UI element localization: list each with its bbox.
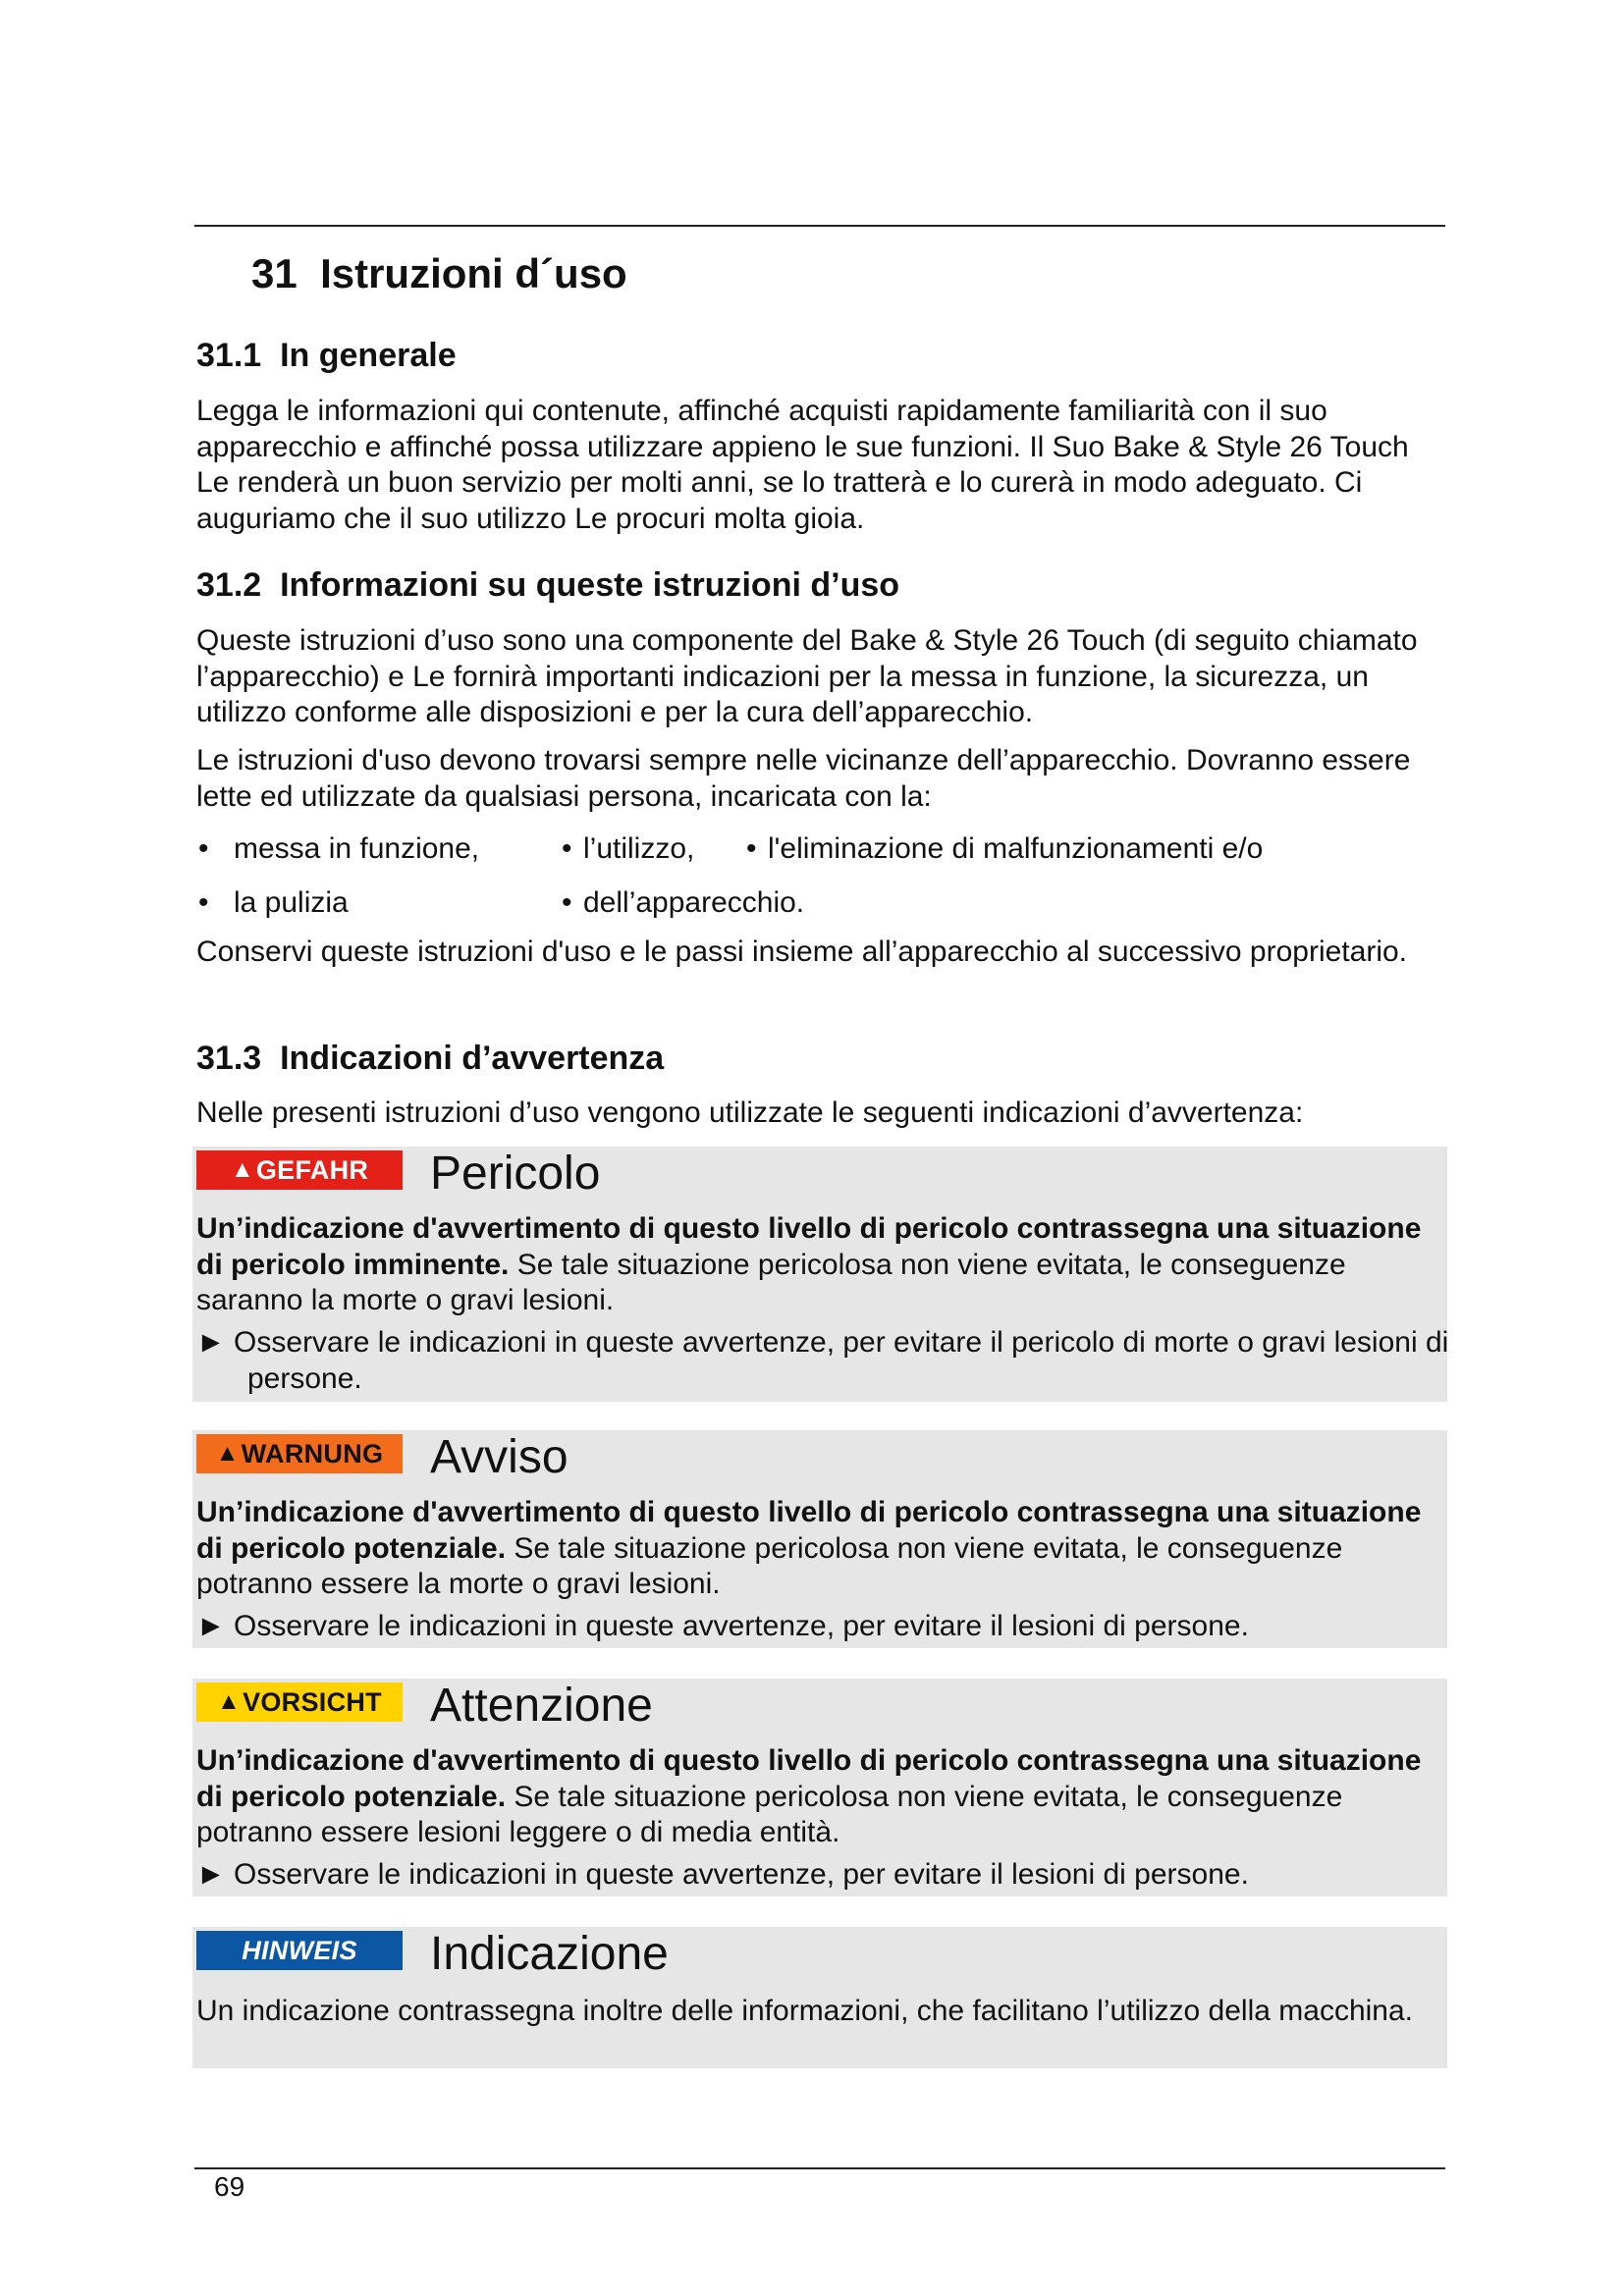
box-description: Un indicazione contrassegna inoltre delle informazioni, che facilitano l’utilizzo della macchina.	[196, 1995, 1413, 2027]
warning-badge	[196, 1434, 403, 1473]
arrow-icon: ►	[196, 1610, 226, 1642]
warning-triangle-icon: ▲	[215, 1440, 240, 1467]
box-action-text: Osservare le indicazioni in queste avvertenze, per evitare il pericolo di morte o gravi lesioni di persone.	[234, 1326, 1449, 1395]
section-heading-general	[196, 337, 457, 375]
bullet-icon: •	[562, 886, 572, 919]
page-number: 69	[214, 2171, 245, 2202]
section-number: 31.1	[196, 337, 262, 374]
bullet-item: dell’apparecchio.	[583, 886, 805, 919]
box-title: Attenzione	[430, 1680, 653, 1732]
section-title: Informazioni su queste istruzioni d’uso	[280, 566, 900, 604]
danger-box	[192, 1147, 1447, 1402]
section-number: 31.3	[196, 1040, 262, 1077]
top-rule	[194, 225, 1445, 227]
box-description-bold: Un’indicazione d'avvertimento di questo livello di pericolo contrassegna una situazione di pericolo potenziale.	[196, 1496, 1422, 1565]
box-action-text: Osservare le indicazioni in queste avvertenze, per evitare il lesioni di persone.	[234, 1858, 1249, 1891]
box-description-bold: Un’indicazione d'avvertimento di questo livello di pericolo contrassegna una situazione di pericolo potenziale.	[196, 1744, 1422, 1813]
box-description	[196, 1211, 1424, 1319]
chapter-heading	[251, 250, 627, 297]
box-action	[196, 1857, 1475, 1894]
arrow-icon: ►	[196, 1858, 226, 1891]
caution-box	[192, 1679, 1447, 1896]
box-title: Indicazione	[430, 1928, 669, 1980]
danger-badge	[196, 1150, 403, 1190]
section-heading-about	[196, 566, 899, 605]
badge-label: WARNUNG	[241, 1438, 384, 1468]
bullet-icon: •	[198, 832, 209, 865]
warning-triangle-icon: ▲	[217, 1688, 242, 1715]
box-action	[196, 1609, 1475, 1645]
warning-box	[192, 1430, 1447, 1648]
bottom-rule	[194, 2167, 1445, 2169]
bullet-row-2	[196, 885, 1424, 925]
box-action-text: Osservare le indicazioni in queste avvertenze, per evitare il lesioni di persone.	[234, 1610, 1249, 1642]
about-paragraph-1: Queste istruzioni d’uso sono una componente del Bake & Style 26 Touch (di seguito chiamato l’apparecchio) e Le fornirà importanti indicazioni per la messa in funzione, la sicurezza, un utilizzo conforme alle disposizioni e per la cura dell’apparecchio.	[196, 624, 1418, 728]
box-title: Avviso	[430, 1431, 568, 1483]
bullet-icon: •	[746, 832, 757, 865]
box-action	[196, 1325, 1475, 1397]
box-description-rest: Se tale situazione pericolosa non viene evitata, le conseguenze saranno la morte o gravi lesioni.	[196, 1248, 1346, 1316]
warnings-intro: Nelle presenti istruzioni d’uso vengono utilizzate le seguenti indicazioni d’avvertenza:	[196, 1096, 1304, 1129]
section-heading-warnings	[196, 1040, 664, 1078]
bullet-item: la pulizia	[234, 886, 349, 919]
notice-badge: HINWEIS	[196, 1931, 403, 1970]
about-paragraph-2: Le istruzioni d'uso devono trovarsi sempre nelle vicinanze dell’apparecchio. Dovranno essere lette ed utilizzate da qualsiasi persona, incaricata con la:	[196, 744, 1411, 813]
about-paragraph-3: Conservi queste istruzioni d'uso e le passi insieme all’apparecchio al successivo proprietario.	[196, 935, 1408, 968]
general-paragraph: Legga le informazioni qui contenute, affinché acquisti rapidamente familiarità con il suo apparecchio e affinché possa utilizzare appieno le sue funzioni. Il Suo Bake & Style 26 Touch Le renderà un buon servizio per molti anni, se lo tratterà e lo curerà in modo adeguato. Ci auguriamo che il suo utilizzo Le procuri molta gioia.	[196, 395, 1409, 535]
section-title: Indicazioni d’avvertenza	[280, 1040, 665, 1077]
box-description-rest: Se tale situazione pericolosa non viene evitata, le conseguenze potranno essere lesioni leggere o di media entità.	[196, 1780, 1343, 1848]
badge-label: VORSICHT	[243, 1686, 382, 1717]
bullet-item: l’utilizzo,	[583, 832, 695, 865]
bullet-item: messa in funzione,	[234, 832, 480, 865]
section-number: 31.2	[196, 566, 262, 604]
notice-box	[192, 1927, 1447, 2068]
box-description-bold: Un’indicazione d'avvertimento di questo livello di pericolo contrassegna una situazione di pericolo imminente.	[196, 1212, 1422, 1281]
arrow-icon: ►	[196, 1326, 226, 1359]
caution-badge	[196, 1682, 403, 1722]
bullet-row-1	[196, 831, 1424, 871]
bullet-item: l'eliminazione di malfunzionamenti e/o	[768, 832, 1264, 865]
warning-triangle-icon: ▲	[230, 1156, 254, 1183]
bullet-icon: •	[562, 832, 572, 865]
bullet-icon: •	[198, 886, 209, 919]
box-description-rest: Se tale situazione pericolosa non viene evitata, le conseguenze potranno essere la morte o gravi lesioni.	[196, 1531, 1343, 1600]
box-description	[196, 1495, 1424, 1603]
box-title: Pericolo	[430, 1148, 601, 1200]
box-description	[196, 1743, 1424, 1851]
badge-label: GEFAHR	[255, 1154, 369, 1185]
chapter-number: 31	[251, 250, 298, 296]
section-title: In generale	[280, 337, 457, 374]
chapter-title: Istruzioni d´uso	[320, 250, 627, 296]
